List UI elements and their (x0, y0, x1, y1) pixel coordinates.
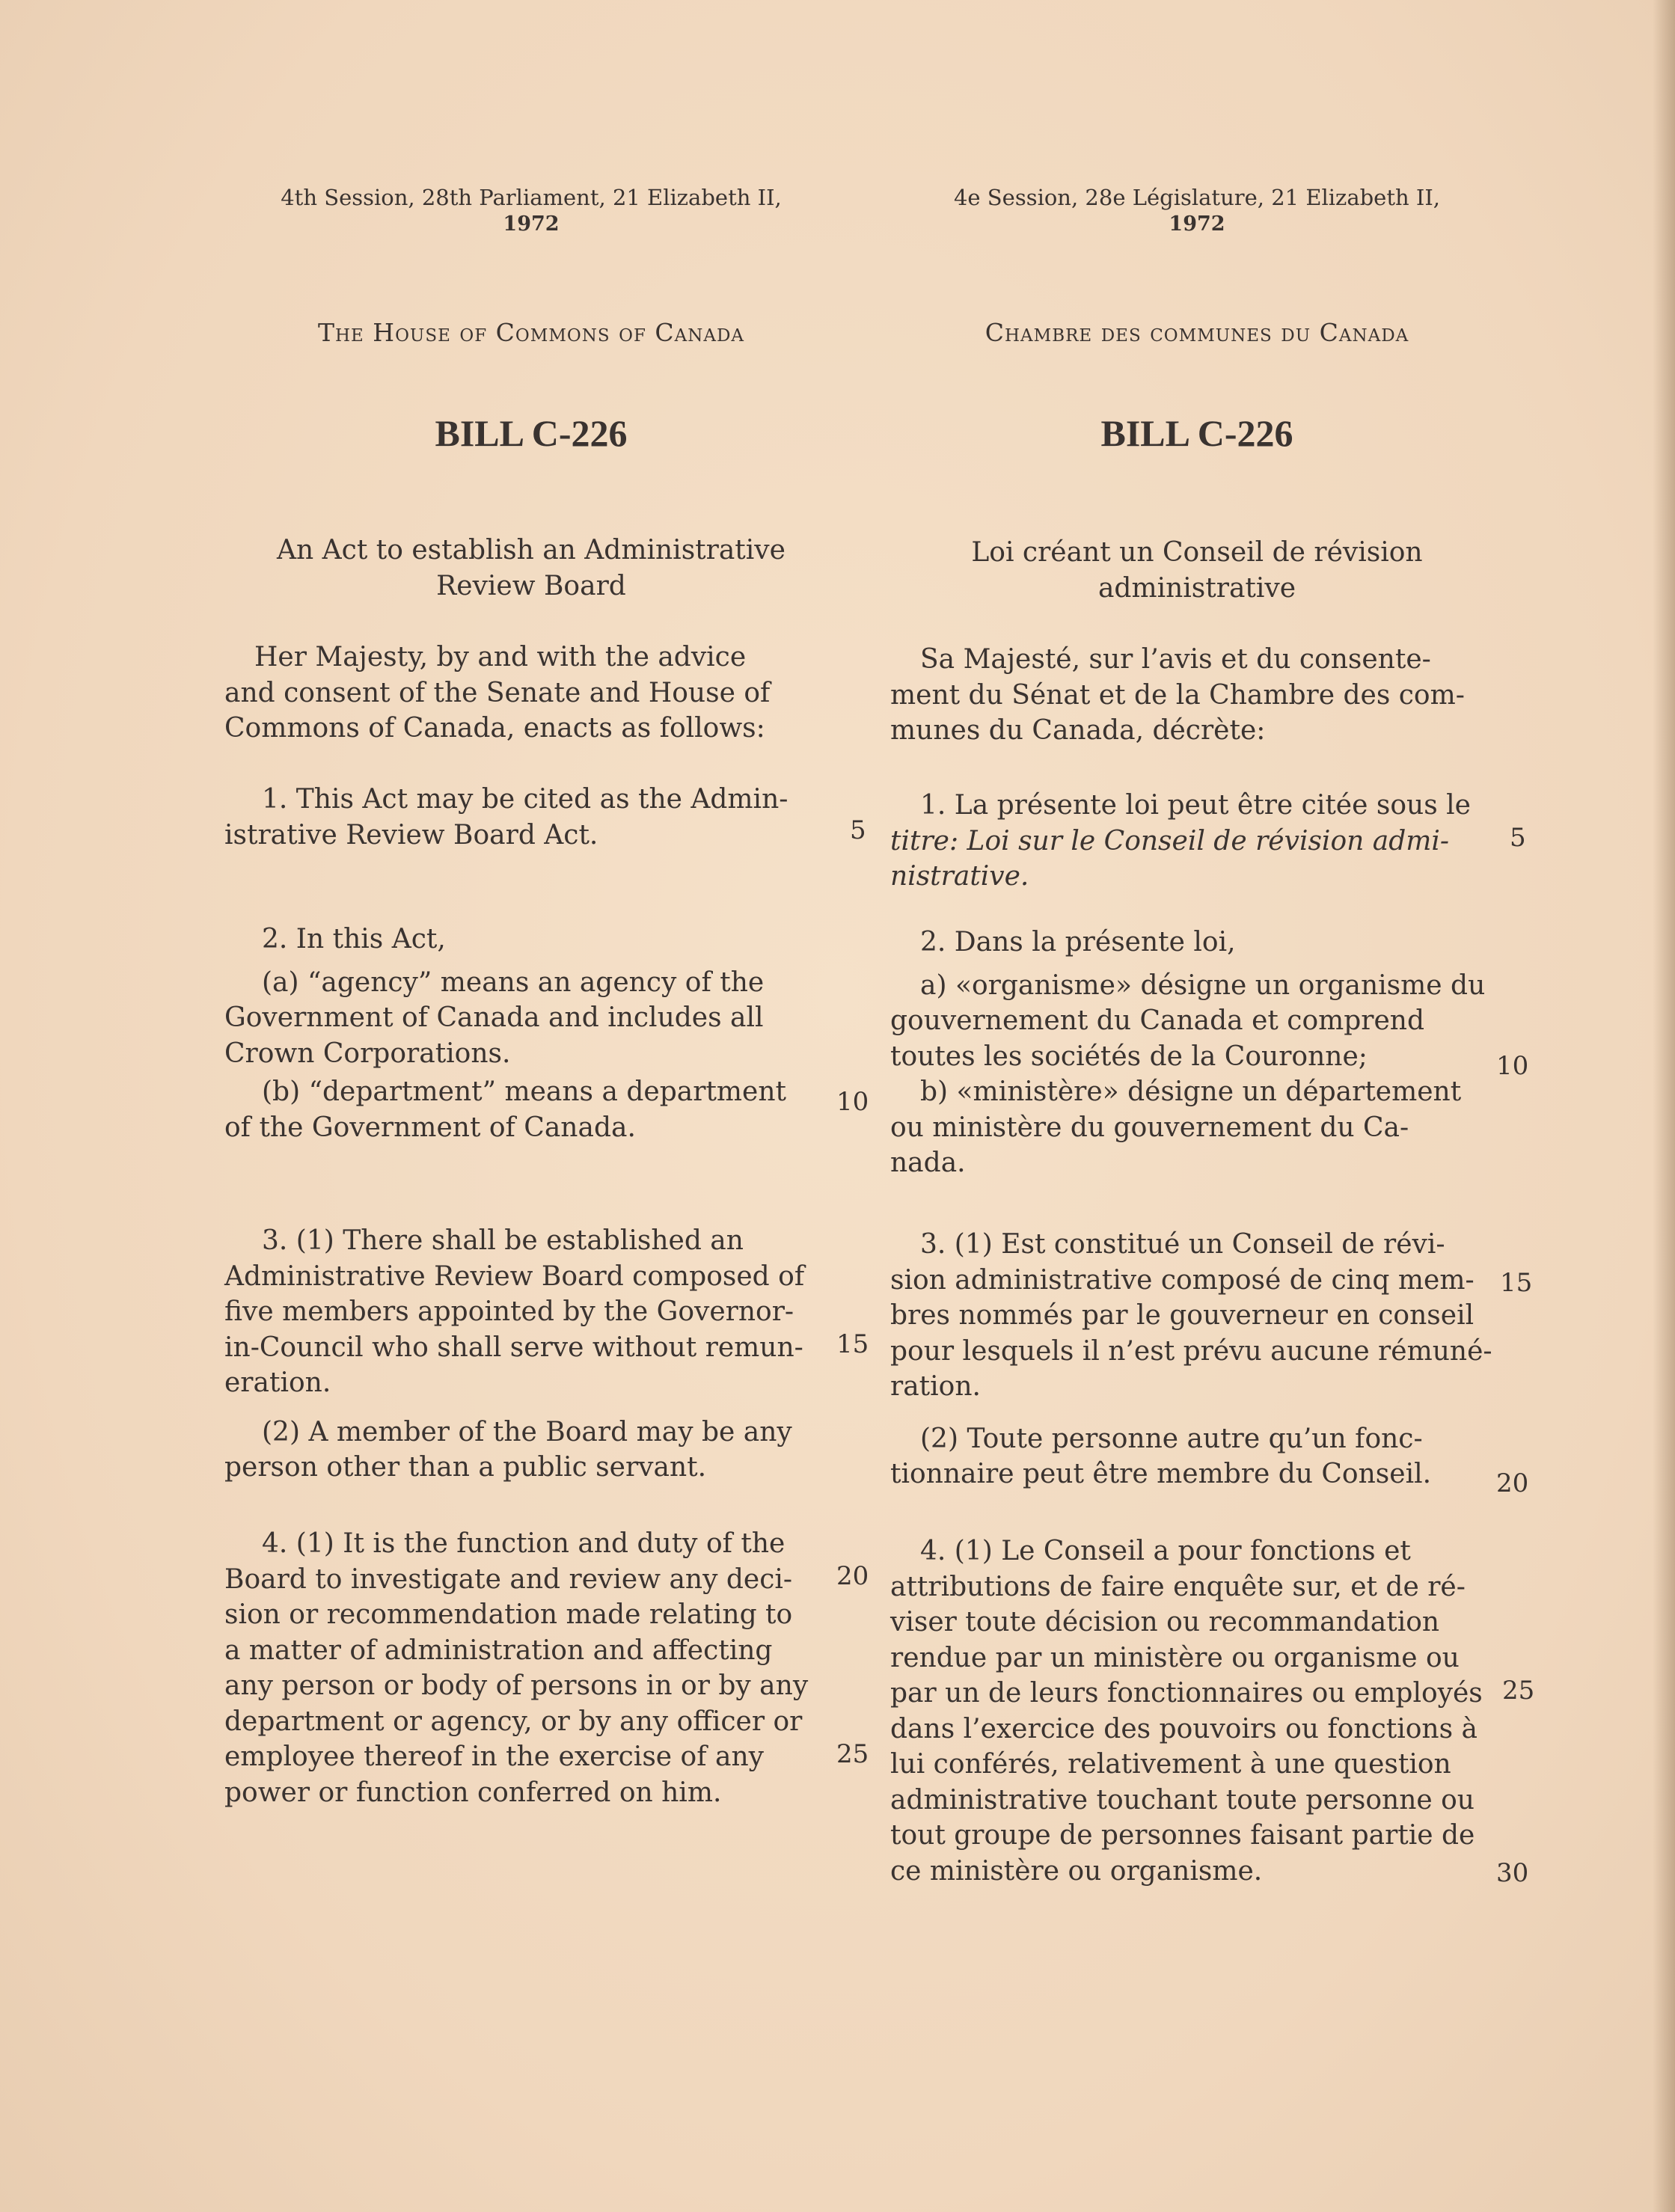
line-number: 15 (836, 1329, 869, 1359)
text-line: of the Government of Canada. (224, 1112, 636, 1143)
enacting-clause-fr (890, 642, 1504, 749)
text-line: dans l’exercice des pouvoirs ou fonctions à (890, 1713, 1478, 1744)
text-line: in-Council who shall serve without remun- (224, 1332, 803, 1363)
line-number: 10 (836, 1087, 869, 1117)
text-line: five members appointed by the Governor- (224, 1296, 794, 1327)
act-title-line2-fr: administrative (1097, 573, 1296, 604)
text-line: toutes les sociétés de la Couronne; (890, 1041, 1368, 1072)
section-1-fr (890, 788, 1504, 895)
text-line: 1. La présente loi peut être citée sous le (920, 790, 1471, 821)
text-line: a) «organisme» désigne un organisme du (920, 969, 1486, 1001)
line-number: 25 (836, 1739, 869, 1769)
text-line: a matter of administration and affecting (224, 1635, 773, 1666)
text-line: (2) Toute personne autre qu’un fonc- (920, 1423, 1423, 1454)
text-line: par un de leurs fonctionnaires ou employés (890, 1678, 1483, 1709)
text-line: Commons of Canada, enacts as follows: (224, 713, 765, 744)
text-line: 1. This Act may be cited as the Admin- (262, 784, 788, 815)
bill-number-en: BILL C-226 (435, 412, 628, 454)
section-3-en (224, 1223, 832, 1486)
text-line: 3. (1) There shall be established an (262, 1225, 744, 1256)
text-line: power or function conferred on him. (224, 1777, 722, 1808)
session-line-en: 4th Session, 28th Parliament, 21 Elizabeth II, (281, 185, 782, 210)
text-line: Government of Canada and includes all (224, 1002, 764, 1033)
text-line: person other than a public servant. (224, 1452, 707, 1483)
text-line: gouvernement du Canada et comprend (890, 1005, 1425, 1036)
text-line: tionnaire peut être membre du Conseil. (890, 1459, 1432, 1489)
year-en: 1972 (503, 212, 560, 236)
text-line: eration. (224, 1367, 331, 1398)
line-number: 15 (1500, 1268, 1533, 1298)
section-1-en (224, 782, 832, 853)
text-line: 4. (1) Le Conseil a pour fonctions et (920, 1536, 1411, 1566)
text-line: 2. In this Act, (262, 924, 446, 955)
act-title-line1-en: An Act to establish an Administrative (277, 535, 786, 566)
text-line: 3. (1) Est constitué un Conseil de révi- (920, 1229, 1445, 1260)
act-title-line1-fr: Loi créant un Conseil de révision (971, 537, 1423, 568)
bill-number-fr: BILL C-226 (1100, 412, 1293, 454)
text-line: (2) A member of the Board may be any (262, 1416, 792, 1447)
text-line: istrative Review Board Act. (224, 819, 598, 851)
line-number: 30 (1496, 1858, 1529, 1888)
text-line: 2. Dans la présente loi, (920, 927, 1236, 958)
section-4-fr (890, 1534, 1504, 1889)
page-edge-shadow (1653, 0, 1675, 2212)
text-line: sion or recommendation made relating to (224, 1599, 793, 1630)
text-line: ment du Sénat et de la Chambre des com- (890, 679, 1465, 711)
text-line: Sa Majesté, sur l’avis et du consente- (920, 644, 1431, 675)
text-line: pour lesquels il n’est prévu aucune rémuné- (890, 1335, 1492, 1367)
text-line: nada. (890, 1148, 966, 1178)
text-line: sion administrative composé de cinq mem- (890, 1264, 1475, 1296)
text-line: (b) “department” means a department (262, 1076, 786, 1107)
text-line: Her Majesty, by and with the advice (254, 642, 747, 673)
text-line: 4. (1) It is the function and duty of the (262, 1528, 786, 1559)
text-line: and consent of the Senate and House of (224, 677, 771, 708)
text-line: Administrative Review Board composed of (224, 1260, 805, 1292)
act-title-fr (890, 535, 1504, 607)
session-header-en (224, 184, 838, 238)
text-line: ce ministère ou organisme. (890, 1855, 1263, 1887)
section-2-fr (890, 925, 1504, 1181)
session-header-fr (890, 184, 1504, 238)
text-line: tout groupe de personnes faisant partie de (890, 1820, 1475, 1851)
text-line: (a) “agency” means an agency of the (262, 966, 765, 998)
text-line: titre: Loi sur le Conseil de révision admi- (890, 825, 1450, 857)
year-fr: 1972 (1169, 212, 1225, 236)
text-line: ration. (890, 1371, 981, 1402)
text-line: ou ministère du gouvernement du Ca- (890, 1112, 1409, 1143)
text-line: any person or body of persons in or by any (224, 1670, 809, 1701)
text-line: viser toute décision ou recommandation (890, 1607, 1440, 1637)
enacting-clause-en (224, 640, 832, 747)
text-line: bres nommés par le gouverneur en conseil (890, 1300, 1475, 1331)
text-line: employee thereof in the exercise of any (224, 1741, 764, 1772)
line-number: 25 (1502, 1676, 1535, 1706)
text-line: administrative touchant toute personne ou (890, 1784, 1475, 1816)
text-line: Board to investigate and review any deci- (224, 1563, 793, 1595)
line-number: 5 (850, 815, 866, 845)
text-line: rendue par un ministère ou organisme ou (890, 1642, 1460, 1673)
section-2-en (224, 922, 832, 1145)
section-4-en (224, 1526, 832, 1810)
text-line: department or agency, or by any officer or (224, 1706, 803, 1737)
line-number: 20 (1496, 1468, 1529, 1498)
session-line-fr: 4e Session, 28e Législature, 21 Elizabeth II, (953, 185, 1441, 210)
line-number: 20 (836, 1561, 869, 1591)
text-line: attributions de faire enquête sur, et de ré- (890, 1571, 1466, 1602)
line-number: 5 (1510, 823, 1526, 853)
text-line: b) «ministère» désigne un département (920, 1076, 1462, 1107)
text-line: lui conférés, relativement à une question (890, 1749, 1451, 1780)
house-heading-en: The House of Commons of Canada (317, 318, 745, 347)
text-line: nistrative. (890, 861, 1029, 892)
line-number: 10 (1496, 1051, 1529, 1081)
act-title-en (224, 533, 838, 604)
section-3-fr (890, 1227, 1504, 1492)
text-line: munes du Canada, décrète: (890, 715, 1266, 746)
house-heading-fr: Chambre des communes du Canada (985, 318, 1409, 347)
act-title-line2-en: Review Board (436, 571, 626, 601)
text-line: Crown Corporations. (224, 1038, 511, 1069)
